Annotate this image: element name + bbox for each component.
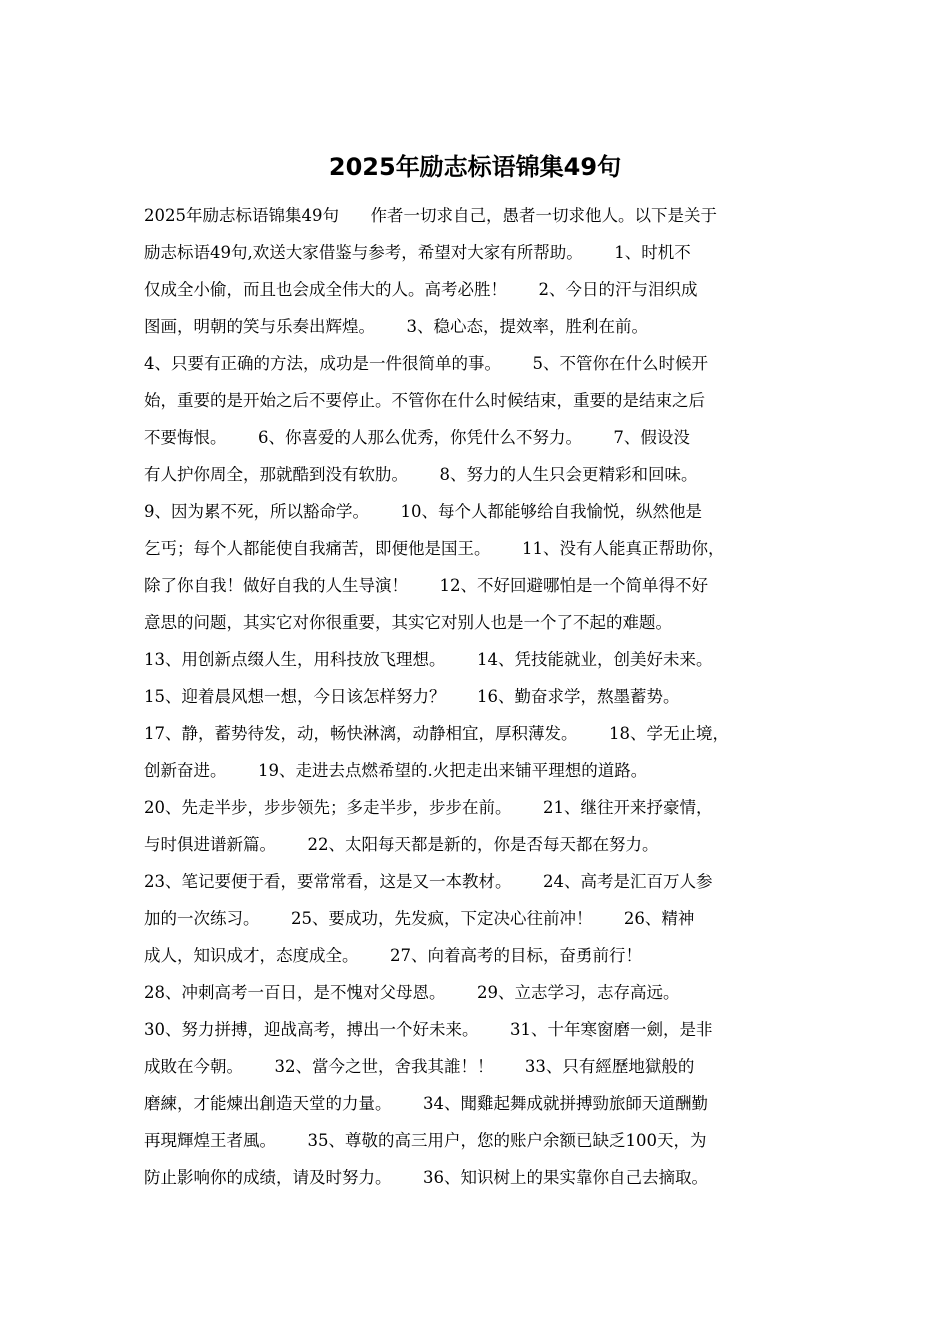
document-body (144, 197, 824, 1196)
document-title: 2025年励志标语锦集49句 (328, 153, 622, 181)
body-line: 20、先走半步，步步领先；多走半步，步步在前。 21、继往开来抒豪情， (144, 798, 713, 817)
body-line: 不要悔恨。 6、你喜爱的人那么优秀，你凭什么不努力。 7、假设没 (144, 428, 690, 447)
body-line: 30、努力拼搏，迎战高考，搏出一个好未来。 31、十年寒窗磨一劍，是非 (144, 1020, 713, 1039)
body-line: 磨練，才能煉出創造天堂的力量。 34、聞雞起舞成就拼搏勁旅師天道酬勤 (144, 1094, 708, 1113)
body-line: 23、笔记要便于看，要常常看，这是又一本教材。 24、高考是汇百万人参 (144, 872, 713, 891)
body-line: 成敗在今朝。 32、當今之世，舍我其誰！！ 33、只有經歷地獄般的 (144, 1057, 695, 1076)
body-line: 与时俱进谱新篇。 22、太阳每天都是新的，你是否每天都在努力。 (144, 835, 659, 854)
body-line: 2025年励志标语锦集49句 作者一切求自己，愚者一切求他人。以下是关于 (144, 206, 717, 225)
body-line: 28、冲刺高考一百日，是不愧对父母恩。 29、立志学习，志存高远。 (144, 983, 680, 1002)
body-line: 除了你自我！做好自我的人生导演！ 12、不好回避哪怕是一个简单得不好 (144, 576, 708, 595)
body-line: 防止影响你的成绩，请及时努力。 36、知识树上的果实靠你自己去摘取。 (144, 1168, 708, 1187)
body-line: 意思的问题，其实它对你很重要，其实它对别人也是一个了不起的难题。 (144, 613, 672, 632)
body-line: 15、迎着晨风想一想，今日该怎样努力？ 16、勤奋求学，熬墨蓄势。 (144, 687, 680, 706)
body-line: 9、因为累不死，所以豁命学。 10、每个人都能够给自我愉悦，纵然他是 (144, 502, 702, 521)
body-line: 成人，知识成才，态度成全。 27、向着高考的目标，奋勇前行！ (144, 946, 642, 965)
body-line: 再現輝煌王者風。 35、尊敬的高三用户，您的账户余额已缺乏100天，为 (144, 1131, 707, 1150)
body-line: 17、静，蓄势待发，动，畅快淋漓，动静相宜，厚积薄发。 18、学无止境， (144, 724, 729, 743)
body-line: 始，重要的是开始之后不要停止。不管你在什么时候结束，重要的是结束之后 (144, 391, 705, 410)
body-line: 有人护你周全，那就酷到没有软肋。 8、努力的人生只会更精彩和回味。 (144, 465, 698, 484)
body-line: 13、用创新点缀人生，用科技放飞理想。 14、凭技能就业，创美好未来。 (144, 650, 713, 669)
body-line: 4、只要有正确的方法，成功是一件很简单的事。 5、不管你在什么时候开 (144, 354, 708, 373)
body-line: 图画，明朝的笑与乐奏出辉煌。 3、稳心态，提效率，胜利在前。 (144, 317, 648, 336)
body-line: 仅成全小偷，而且也会成全伟大的人。高考必胜！ 2、今日的汗与泪织成 (144, 280, 698, 299)
body-line: 创新奋进。 19、走进去点燃希望的.火把走出来铺平理想的道路。 (144, 761, 648, 780)
body-line: 乞丐；每个人都能使自我痛苦，即便他是国王。 11、没有人能真正帮助你， (144, 539, 725, 558)
body-line: 加的一次练习。 25、要成功，先发疯，下定决心往前冲！ 26、精神 (144, 909, 695, 928)
body-line: 励志标语49句,欢送大家借鉴与参考，希望对大家有所帮助。 1、时机不 (144, 243, 691, 262)
